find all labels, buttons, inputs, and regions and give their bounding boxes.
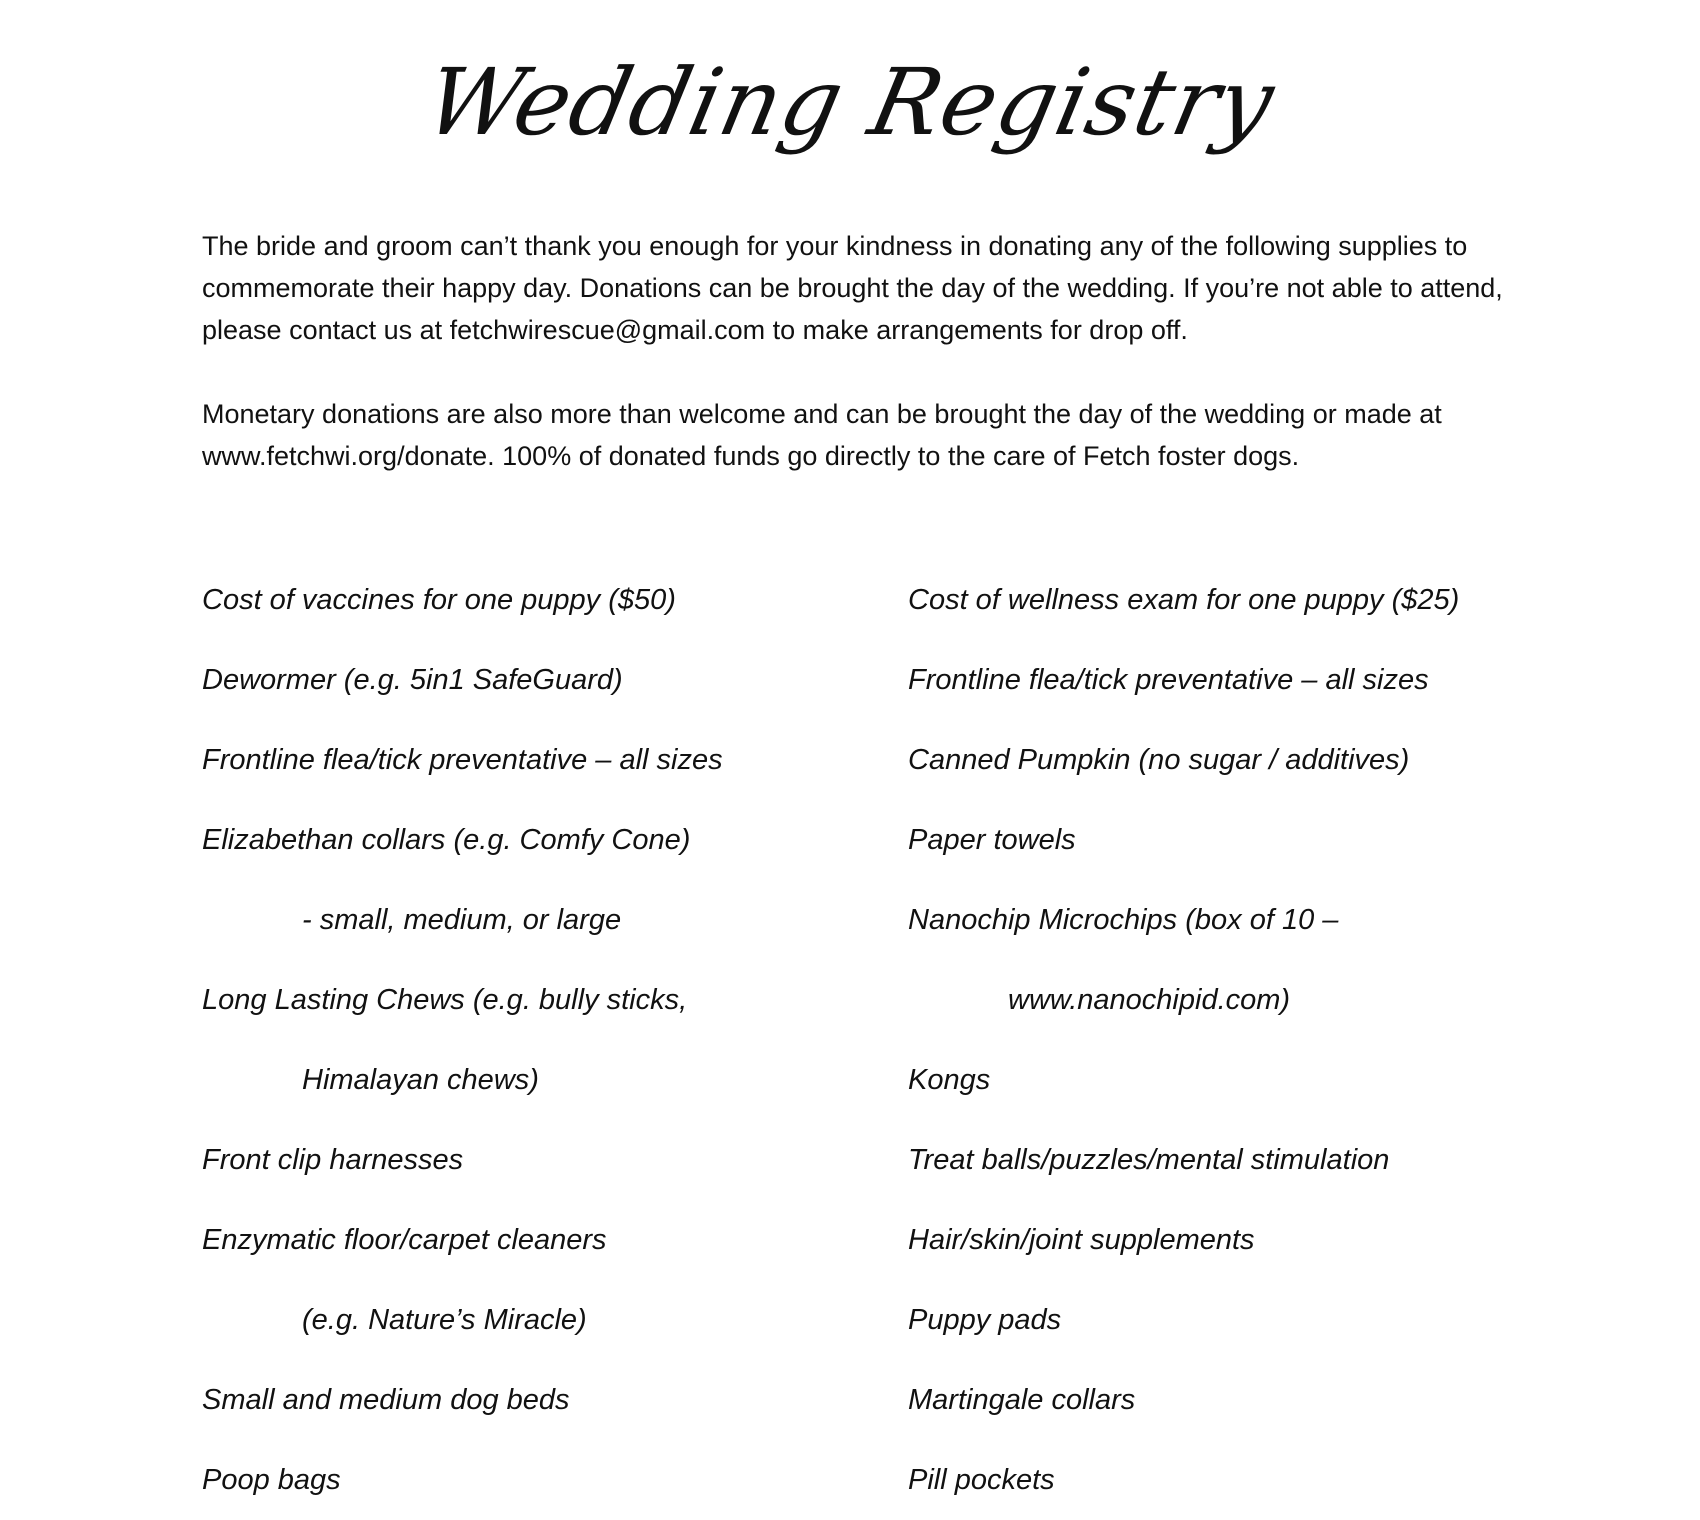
intro-paragraph-thanks: The bride and groom can’t thank you enough for your kindness in donating any of the following supplies to commemorate their happy day. Donations can be brought the day of the wedding. If you’re not able to attend, please contact us at fetchwirescue@gmail.com to make arrangements for drop off. — [202, 231, 1503, 345]
list-item: Long Lasting Chews (e.g. bully sticks, — [202, 984, 688, 1016]
list-item: Dewormer (e.g. 5in1 SafeGuard) — [202, 664, 623, 696]
list-item: Kongs — [908, 1064, 991, 1096]
list-item: Pill pockets — [908, 1464, 1055, 1496]
intro-paragraph-monetary: Monetary donations are also more than welcome and can be brought the day of the wedding or made at www.fetchwi.org/donate. 100% of donated funds go directly to the care of Fetch foster dogs. — [202, 399, 1442, 471]
list-item: Canned Pumpkin (no sugar / additives) — [908, 744, 1410, 776]
registry-list-left — [202, 560, 882, 1520]
list-item-continuation: - small, medium, or large — [302, 904, 622, 936]
list-item: Puppy pads — [908, 1304, 1062, 1336]
list-item: Small and medium dog beds — [202, 1384, 570, 1416]
list-item: Elizabethan collars (e.g. Comfy Cone) — [202, 824, 691, 856]
list-item: Enzymatic floor/carpet cleaners — [202, 1224, 607, 1256]
list-item: Front clip harnesses — [202, 1144, 464, 1176]
page-title: Wedding Registry — [416, 49, 1284, 156]
list-item: Cost of vaccines for one puppy ($50) — [202, 584, 676, 616]
list-item-continuation: (e.g. Nature’s Miracle) — [302, 1304, 587, 1336]
list-item: Poop bags — [202, 1464, 341, 1496]
list-item: Cost of wellness exam for one puppy ($25) — [908, 584, 1460, 616]
list-item: Hair/skin/joint supplements — [908, 1224, 1255, 1256]
list-item-continuation: www.nanochipid.com) — [1008, 984, 1291, 1016]
registry-list-right — [908, 560, 1608, 1520]
list-item: Frontline flea/tick preventative – all sizes — [908, 664, 1429, 696]
list-item: Paper towels — [908, 824, 1076, 856]
list-item: Martingale collars — [908, 1384, 1136, 1416]
list-item: Treat balls/puzzles/mental stimulation — [908, 1144, 1390, 1176]
list-item: Nanochip Microchips (box of 10 – — [908, 904, 1339, 936]
list-item: Frontline flea/tick preventative – all sizes — [202, 744, 723, 776]
list-item-continuation: Himalayan chews) — [302, 1064, 539, 1096]
